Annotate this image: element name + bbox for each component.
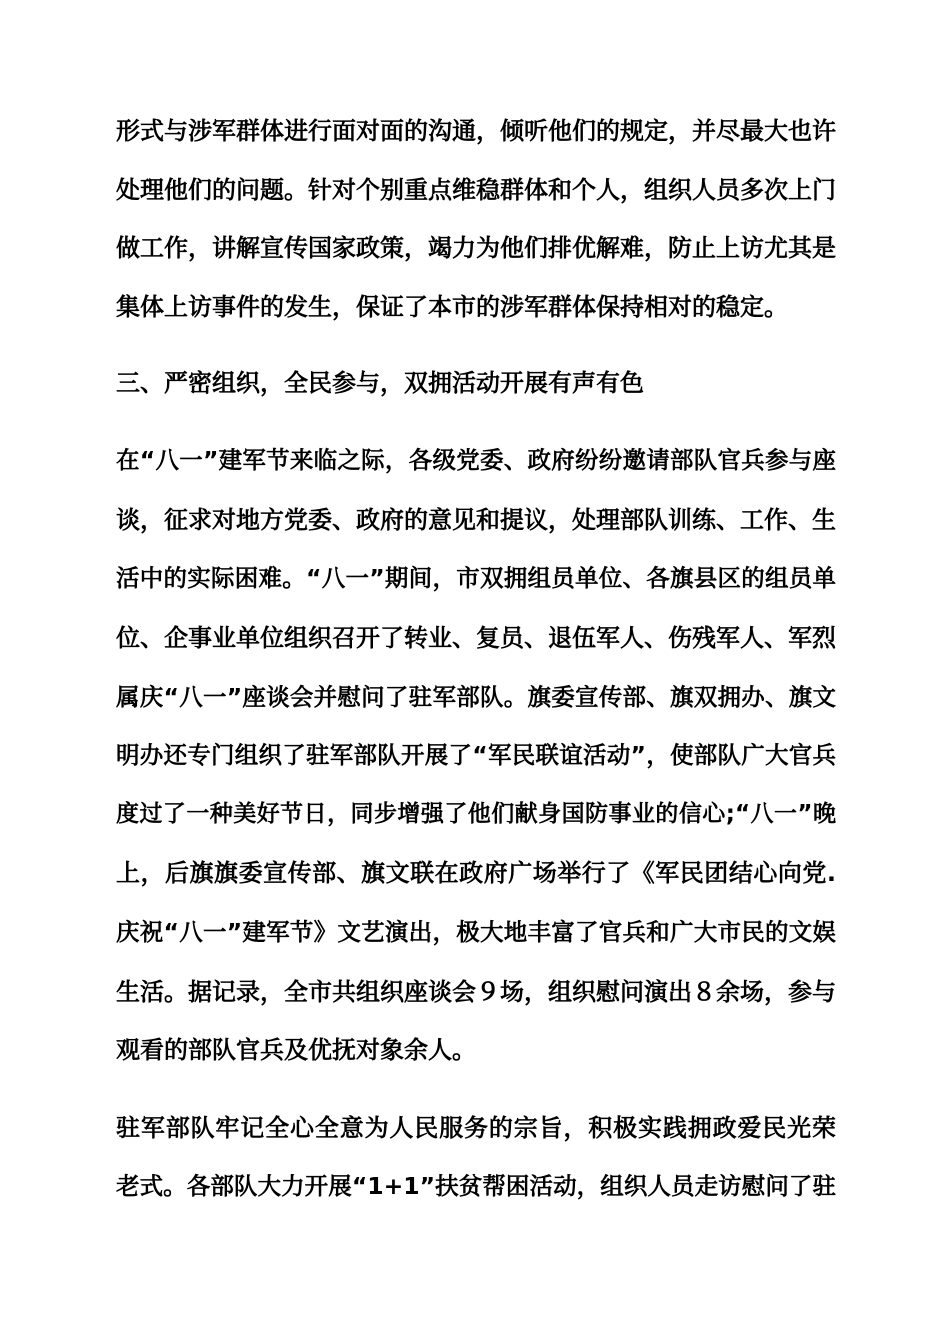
- text-line-4: 集体上访事件的发生，保证了本市的涉军群体保持相对的稳定。: [116, 293, 788, 321]
- text-line-7: 谈，征求对地方党委、政府的意见和提议，处理部队训练、工作、生: [116, 506, 836, 534]
- text-line-15: 生活。据记录，全市共组织座谈会９场，组织慰问演出８余场，参与: [116, 978, 836, 1006]
- text-line-9: 位、企事业单位组织召开了转业、复员、退伍军人、伤残军人、军烈: [116, 624, 836, 652]
- text-line-1: 形式与涉军群体进行面对面的沟通，倾听他们的规定，并尽最大也许: [116, 117, 836, 145]
- text-line-16: 观看的部队官兵及优抚对象余人。: [116, 1036, 476, 1064]
- text-line-13: 上，后旗旗委宣传部、旗文联在政府广场举行了《军民团结心向党.: [116, 859, 836, 887]
- section-heading: 三、严密组织，全民参与，双拥活动开展有声有色: [116, 369, 644, 397]
- text-line-6: 在“八一”建军节来临之际，各级党委、政府纷纷邀请部队官兵参与座: [116, 446, 836, 474]
- text-line-12: 度过了一种美好节日，同步增强了他们献身国防事业的信心;“八一”晚: [116, 801, 836, 827]
- text-line-11: 明办还专门组织了驻军部队开展了“军民联谊活动”，使部队广大官兵: [116, 741, 836, 769]
- text-line-8: 活中的实际困难。“八一”期间，市双拥组员单位、各旗县区的组员单: [116, 564, 836, 592]
- text-line-17: 驻军部队牢记全心全意为人民服务的宗旨，积极实践拥政爱民光荣: [116, 1114, 836, 1142]
- text-line-3: 做工作，讲解宣传国家政策，竭力为他们排优解难，防止上访尤其是: [116, 234, 836, 262]
- text-line-18: 老式。各部队大力开展“1+1”扶贫帮困活动，组织人员走访慰问了驻: [116, 1172, 836, 1200]
- text-line-10: 属庆“八一”座谈会并慰问了驻军部队。旗委宣传部、旗双拥办、旗文: [116, 683, 836, 711]
- text-line-2: 处理他们的问题。针对个别重点维稳群体和个人，组织人员多次上门: [116, 176, 836, 204]
- text-line-14: 庆祝“八一”建军节》文艺演出，极大地丰富了官兵和广大市民的文娱: [116, 918, 836, 946]
